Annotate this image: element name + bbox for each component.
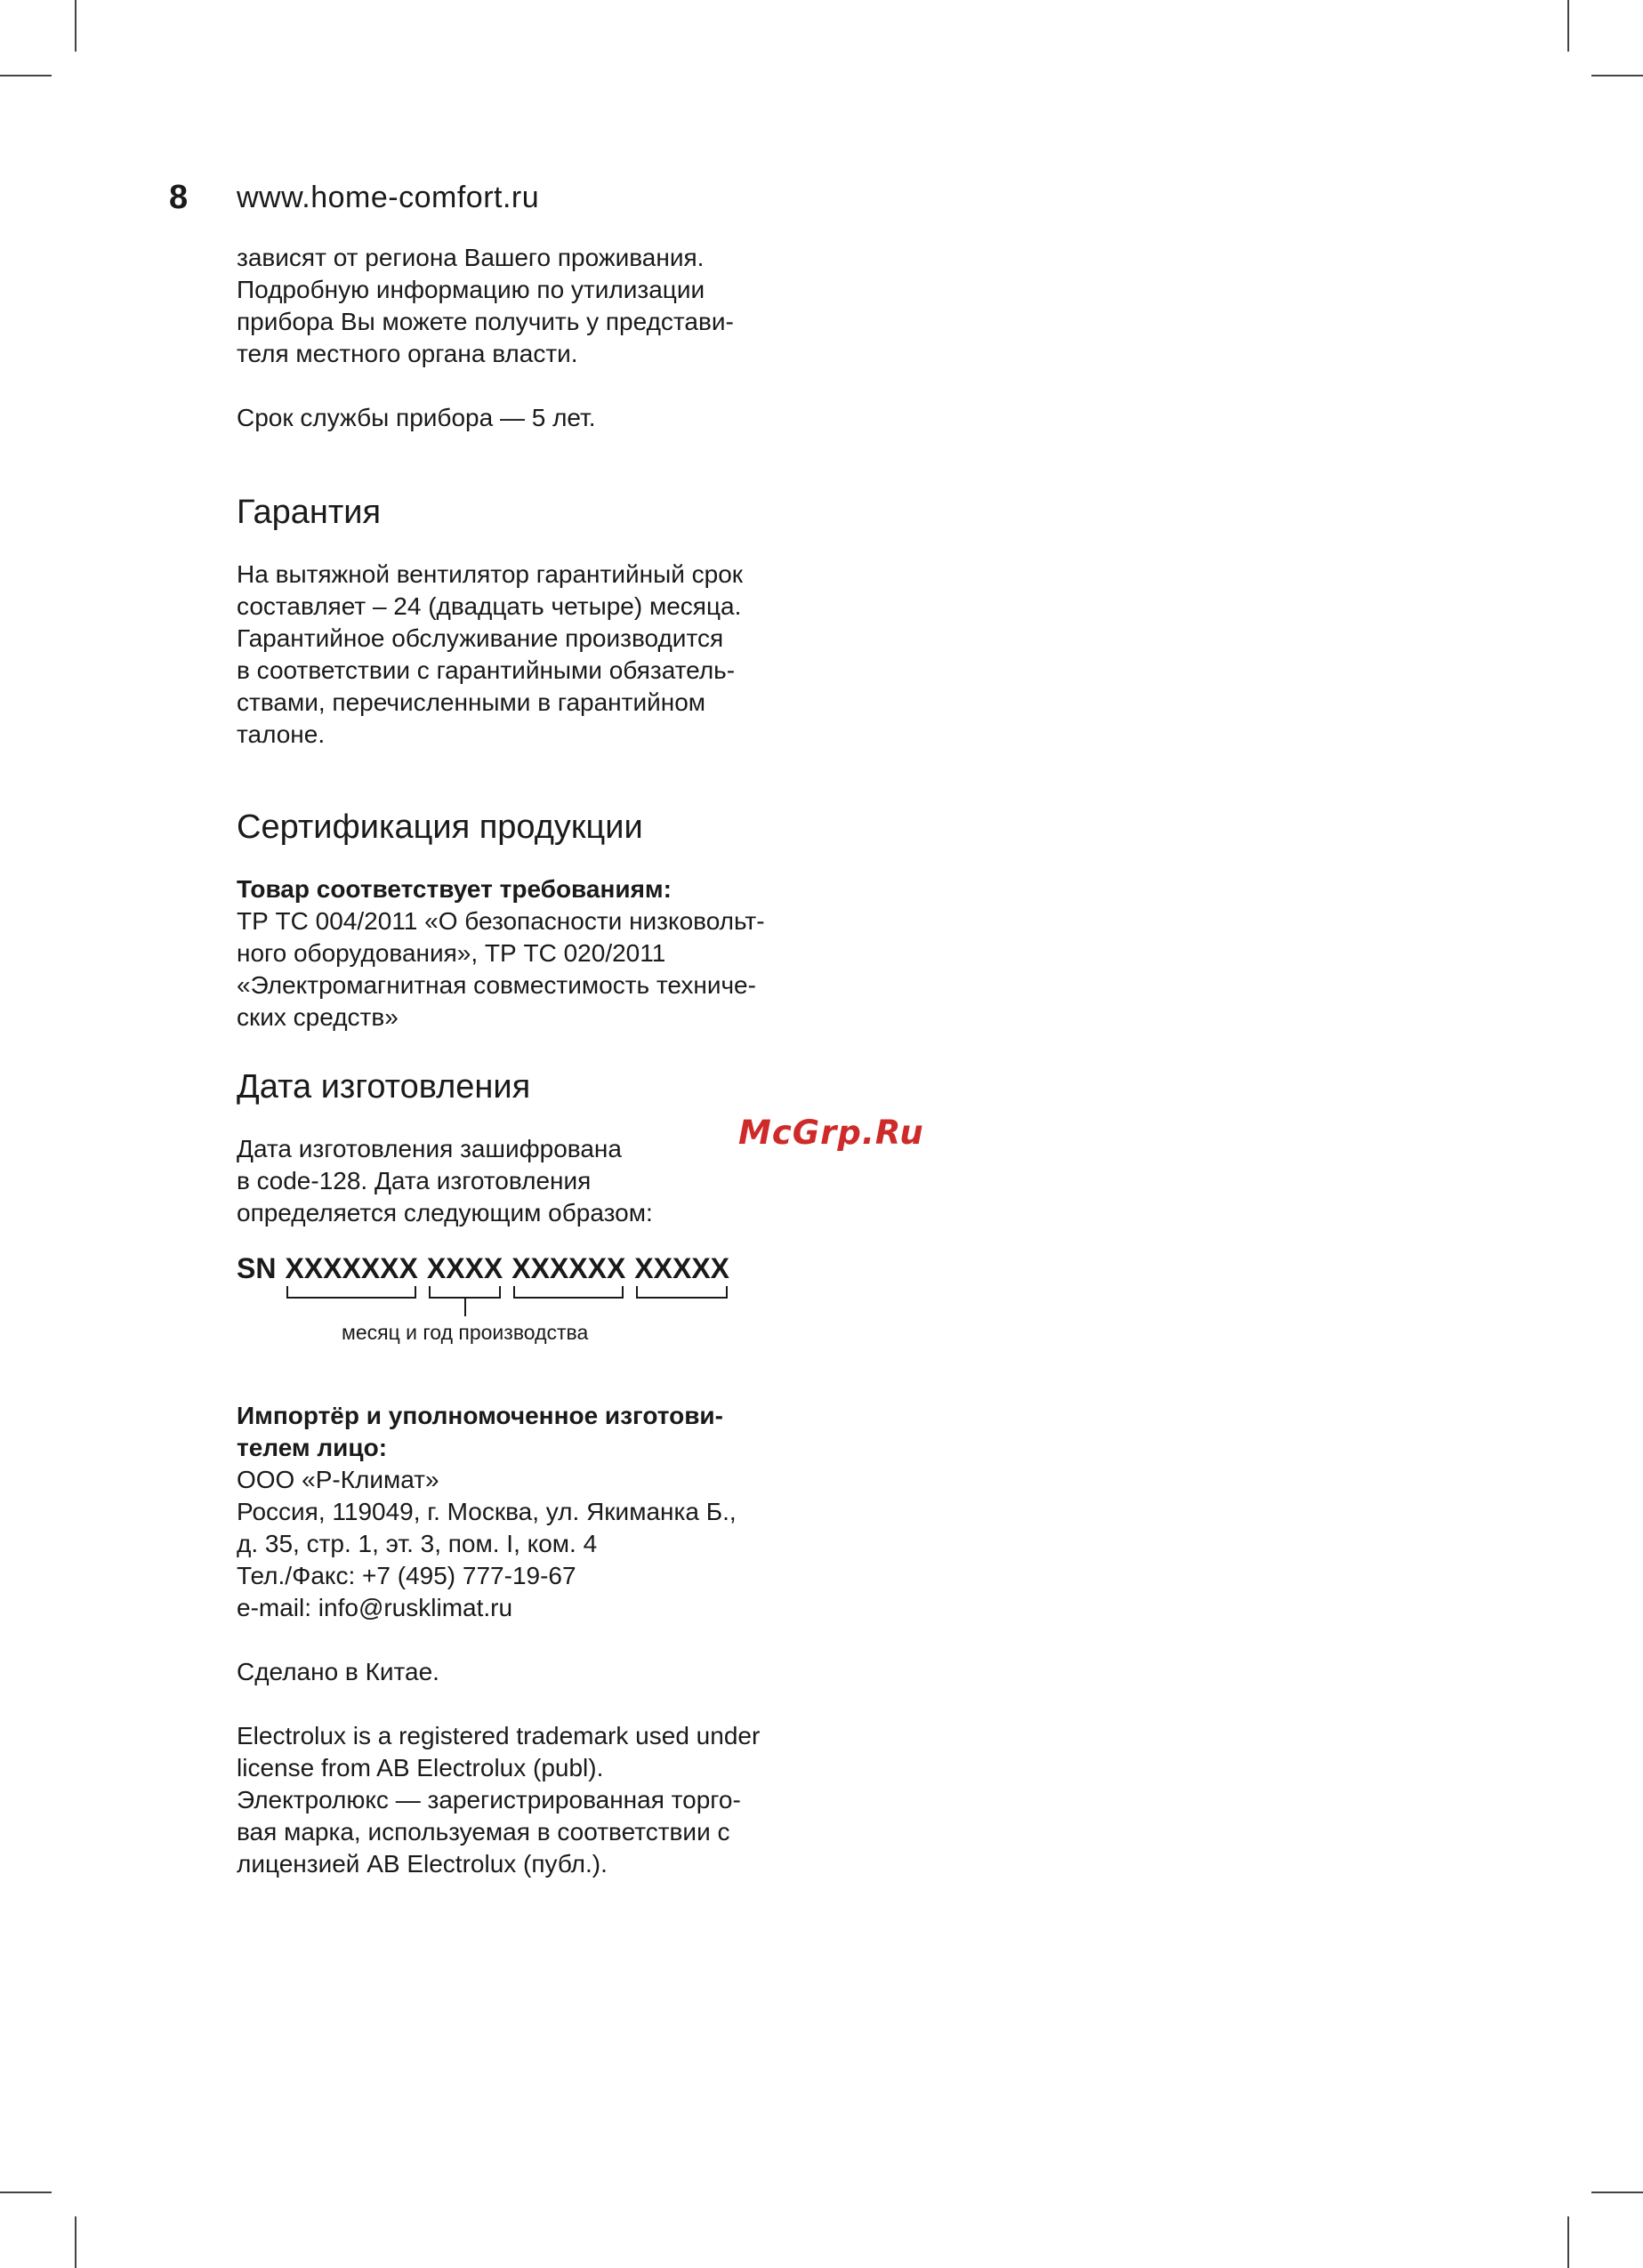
sn-caption: месяц и год производства: [342, 1321, 589, 1344]
certification-heading: Сертификация продукции: [237, 808, 643, 846]
page-header: [169, 173, 539, 222]
disposal-paragraph: зависят от региона Вашего проживания. Подробную информацию по утилизации прибора Вы можете получить у представи- теля местного органа власти.: [237, 244, 734, 367]
crop-mark-top-left-v: [75, 0, 77, 52]
sn-segment: XXXXXXX: [285, 1252, 418, 1284]
sn-bracket: [429, 1286, 501, 1299]
sn-bracket: [513, 1286, 624, 1299]
website-url: www.home-comfort.ru: [237, 180, 540, 214]
sn-segment: XXXX: [426, 1252, 503, 1284]
certification-label: Товар соответствует требованиям:: [237, 875, 672, 903]
serial-number-line: [237, 1251, 729, 1286]
watermark-text: McGrp.Ru: [738, 1114, 924, 1152]
sn-prefix: SN: [237, 1252, 277, 1284]
crop-mark-bottom-left-v: [75, 2216, 77, 2268]
warranty-heading: Гарантия: [237, 494, 382, 531]
serial-number-diagram: [237, 1251, 842, 1357]
manufacture-date-heading: Дата изготовления: [237, 1068, 531, 1106]
crop-mark-bottom-left-h: [0, 2192, 52, 2193]
certification-text: ТР ТС 004/2011 «О безопасности низковольт- ного оборудования», ТР ТС 020/2011 «Электромагнитная совместимость техниче- ских средств»: [237, 907, 765, 1031]
service-life-paragraph: Срок службы прибора — 5 лет.: [237, 404, 596, 431]
sn-pointer-tick: [464, 1299, 466, 1316]
crop-mark-top-right-h: [1591, 75, 1643, 76]
trademark-paragraph: Electrolux is a registered trademark used under license from AB Electrolux (publ). Электролюкс — зарегистрированная торго- вая марка, используемая в соответствии с лицензией AB Electrolux (публ.).: [237, 1722, 761, 1878]
sn-bracket: [286, 1286, 415, 1299]
manufacture-date-text: Дата изготовления зашифрована в code-128. Дата изготовления определяется следующим образом:: [237, 1135, 653, 1226]
importer-label: Импортёр и уполномоченное изготови- телем лицо:: [237, 1402, 723, 1461]
crop-mark-bottom-right-h: [1591, 2192, 1643, 2193]
crop-mark-top-left-h: [0, 75, 52, 76]
sn-segment: XXXXX: [634, 1252, 730, 1284]
importer-text: ООО «Р-Климат» Россия, 119049, г. Москва, ул. Якиманка Б., д. 35, стр. 1, эт. 3, пом. I, ком. 4 Тел./Факс: +7 (495) 777-19-67 e-mail: info@rusklimat.ru: [237, 1466, 737, 1621]
made-in-paragraph: Сделано в Китае.: [237, 1658, 439, 1685]
warranty-paragraph: На вытяжной вентилятор гарантийный срок составляет – 24 (двадцать четыре) месяца. Гарантийное обслуживание производится в соответствии с гарантийными обязатель- ствами, перечисленными в гарантийном талоне.: [237, 560, 744, 748]
page-content: [237, 242, 842, 1880]
sn-segment: XXXXXX: [511, 1252, 626, 1284]
crop-mark-bottom-right-v: [1567, 2216, 1569, 2268]
sn-bracket: [636, 1286, 728, 1299]
crop-mark-top-right-v: [1567, 0, 1569, 52]
page-number: 8: [169, 178, 189, 216]
